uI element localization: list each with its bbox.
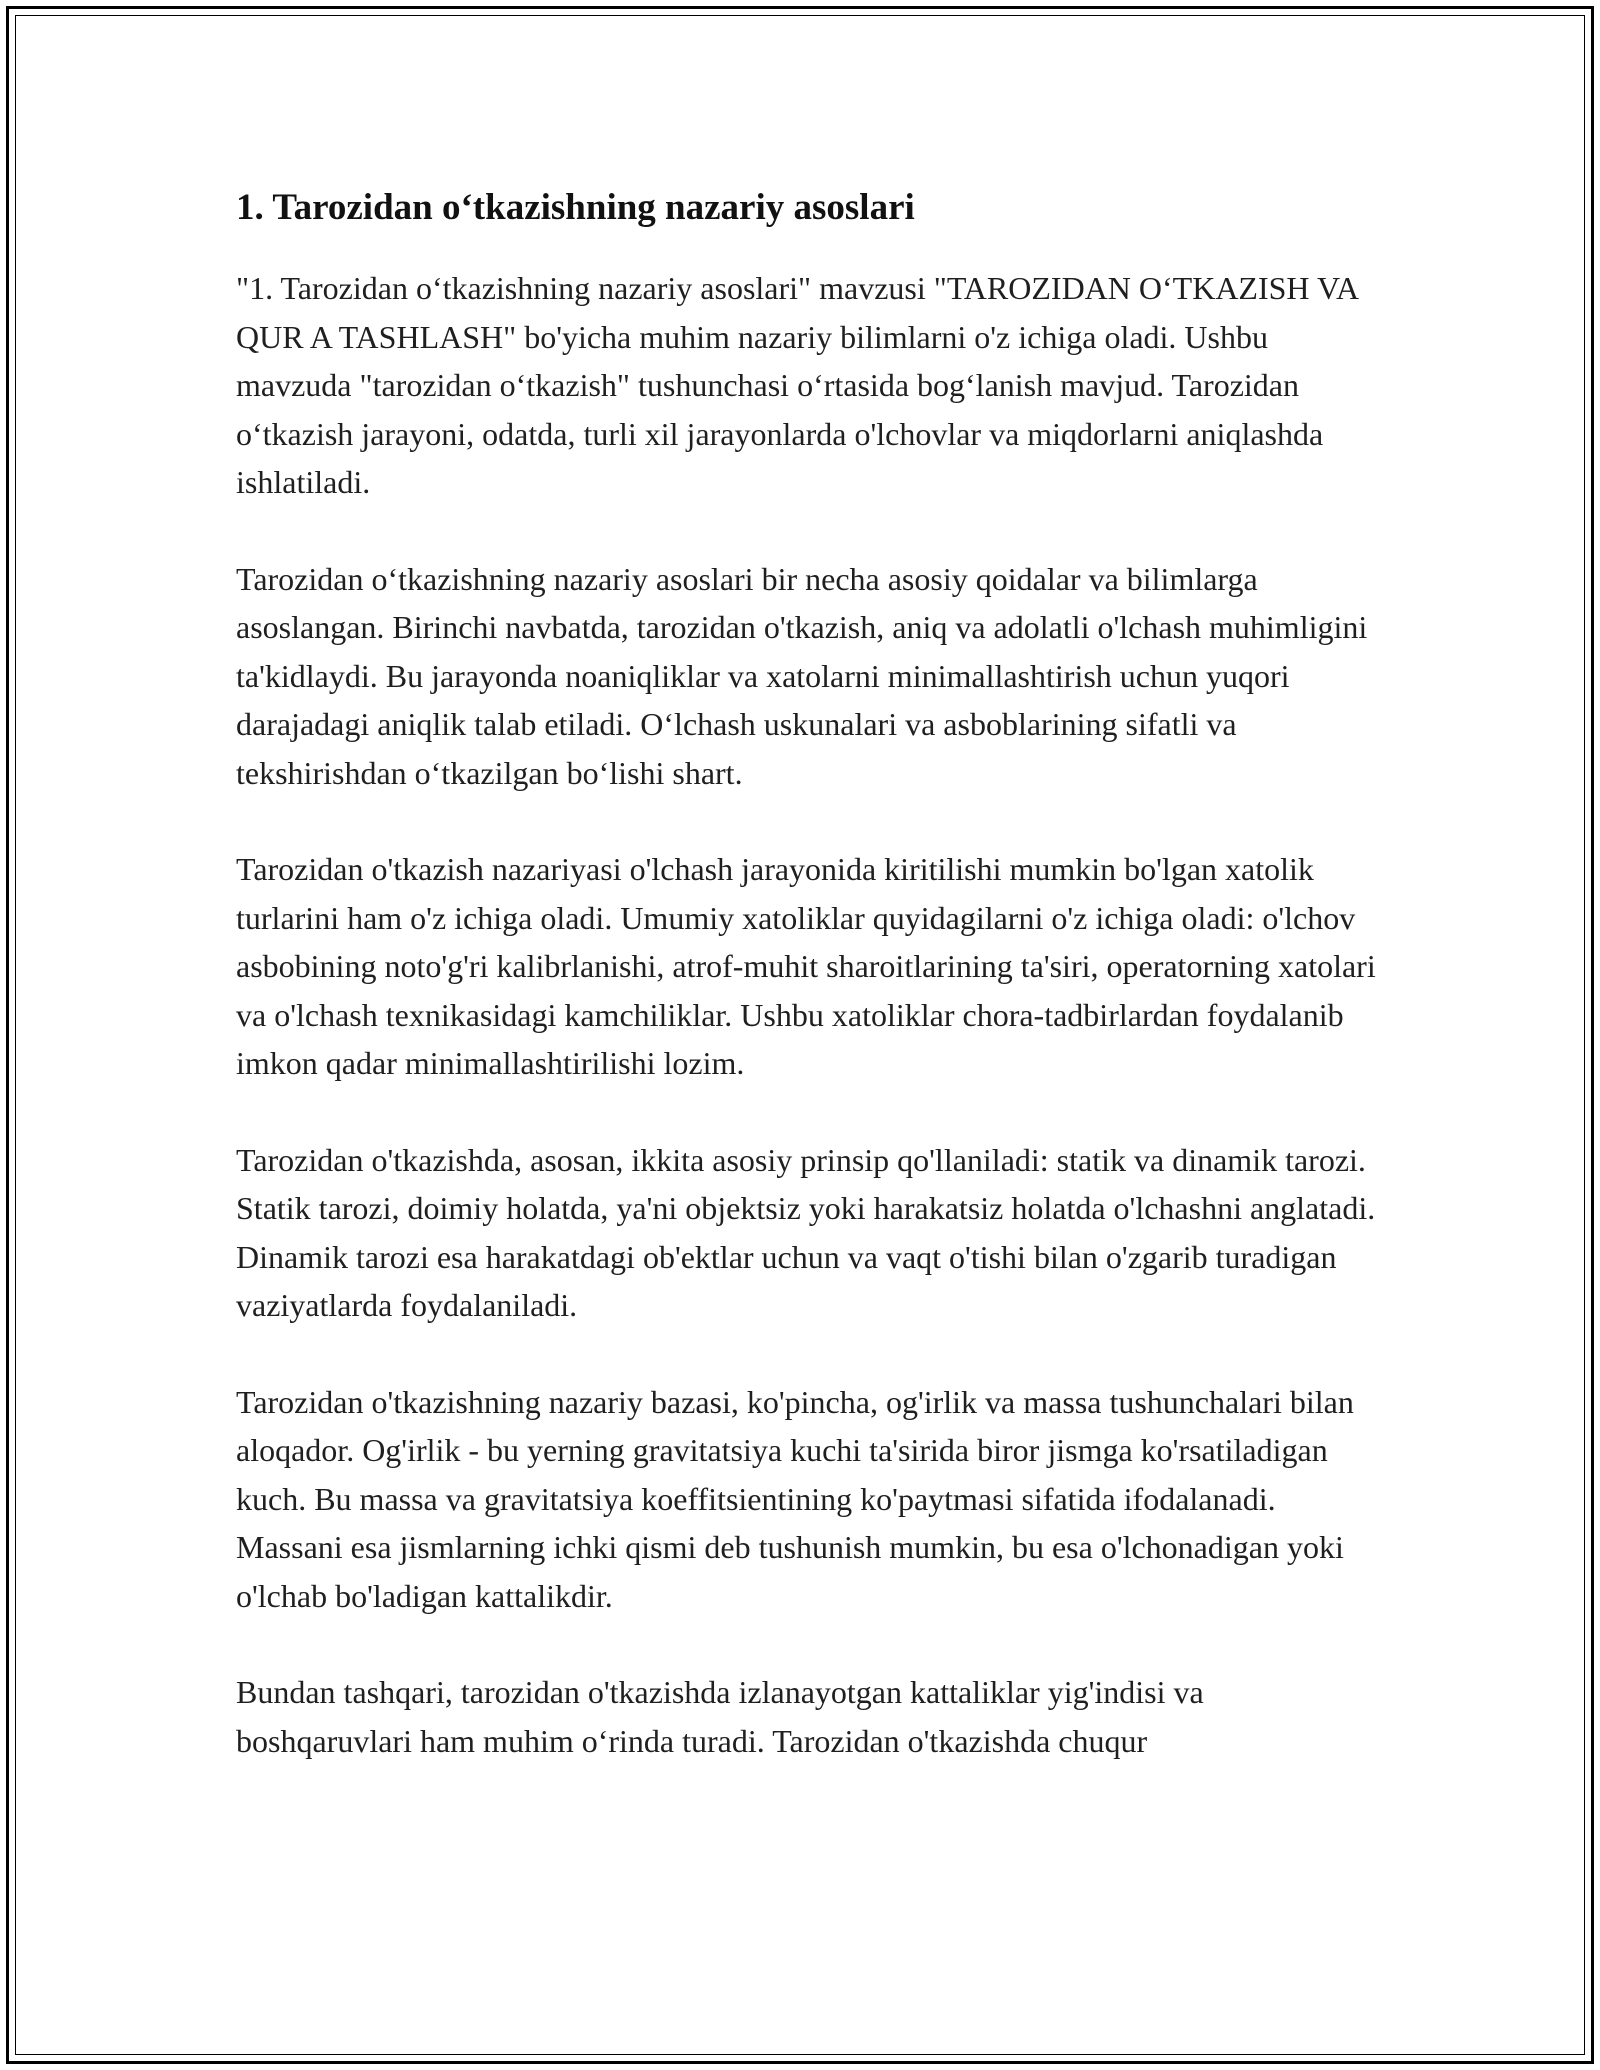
paragraph-4: Tarozidan o'tkazishda, asosan, ikkita asosiy prinsip qo'llaniladi: statik va dinamik tarozi. Statik tarozi, doimiy holatda, ya'ni objektsiz yoki harakatsiz holatda o'lchashni anglatadi. Dinamik tarozi esa harakatdagi ob'ektlar uchun va vaqt o'tishi bilan o'zgarib turadigan vaziyatlarda foydalaniladi. <box>236 1141 1376 1324</box>
section-heading: 1. Tarozidan o‘tkazishning nazariy asoslari <box>236 187 915 228</box>
paragraph-2: Tarozidan o‘tkazishning nazariy asoslari bir necha asosiy qoidalar va bilimlarga asoslangan. Birinchi navbatda, tarozidan o'tkazish, aniq va adolatli o'lchash muhimligini ta'kidlaydi. Bu jarayonda noaniqliklar va xatolarni minimallashtirish uchun yuqori darajadagi aniqlik talab etiladi. O‘lchash uskunalari va asboblarining sifatli va tekshirishdan o‘tkazilgan bo‘lishi shart. <box>236 560 1368 791</box>
paragraph-5: Tarozidan o'tkazishning nazariy bazasi, ko'pincha, og'irlik va massa tushunchalari bilan aloqador. Og'irlik - bu yerning gravitatsiya kuchi ta'sirida biror jismga ko'rsatiladigan kuch. Bu massa va gravitatsiya koeffitsientining ko'paytmasi sifatida ifodalanadi. Massani esa jismlarning ichki qismi deb tushunish mumkin, bu esa o'lchonadigan yoki o'lchab bo'ladigan kattalikdir. <box>236 1383 1354 1614</box>
document-body <box>236 186 1386 1813</box>
paragraph-1: "1. Tarozidan o‘tkazishning nazariy asoslari" mavzusi "TAROZIDAN O‘TKAZISH VA QUR A TASHLASH" bo'yicha muhim nazariy bilimlarni o'z ichiga oladi. Ushbu mavzuda "tarozidan o‘tkazish" tushunchasi o‘rtasida bog‘lanish mavjud. Tarozidan o‘tkazish jarayoni, odatda, turli xil jarayonlarda o'lchovlar va miqdorlarni aniqlashda ishlatiladi. <box>236 270 1358 501</box>
paragraph-6: Bundan tashqari, tarozidan o'tkazishda izlanayotgan kattaliklar yig'indisi va boshqaruvlari ham muhim o‘rinda turadi. Tarozidan o'tkazishda chuqur <box>236 1674 1204 1759</box>
paragraph-3: Tarozidan o'tkazish nazariyasi o'lchash jarayonida kiritilishi mumkin bo'lgan xatolik turlarini ham o'z ichiga oladi. Umumiy xatoliklar quyidagilarni o'z ichiga oladi: o'lchov asbobining noto'g'ri kalibrlanishi, atrof-muhit sharoitlarining ta'siri, operatorning xatolari va o'lchash texnikasidagi kamchiliklar. Ushbu xatoliklar chora-tadbirlardan foydalanib imkon qadar minimallashtirilishi lozim. <box>236 851 1376 1082</box>
